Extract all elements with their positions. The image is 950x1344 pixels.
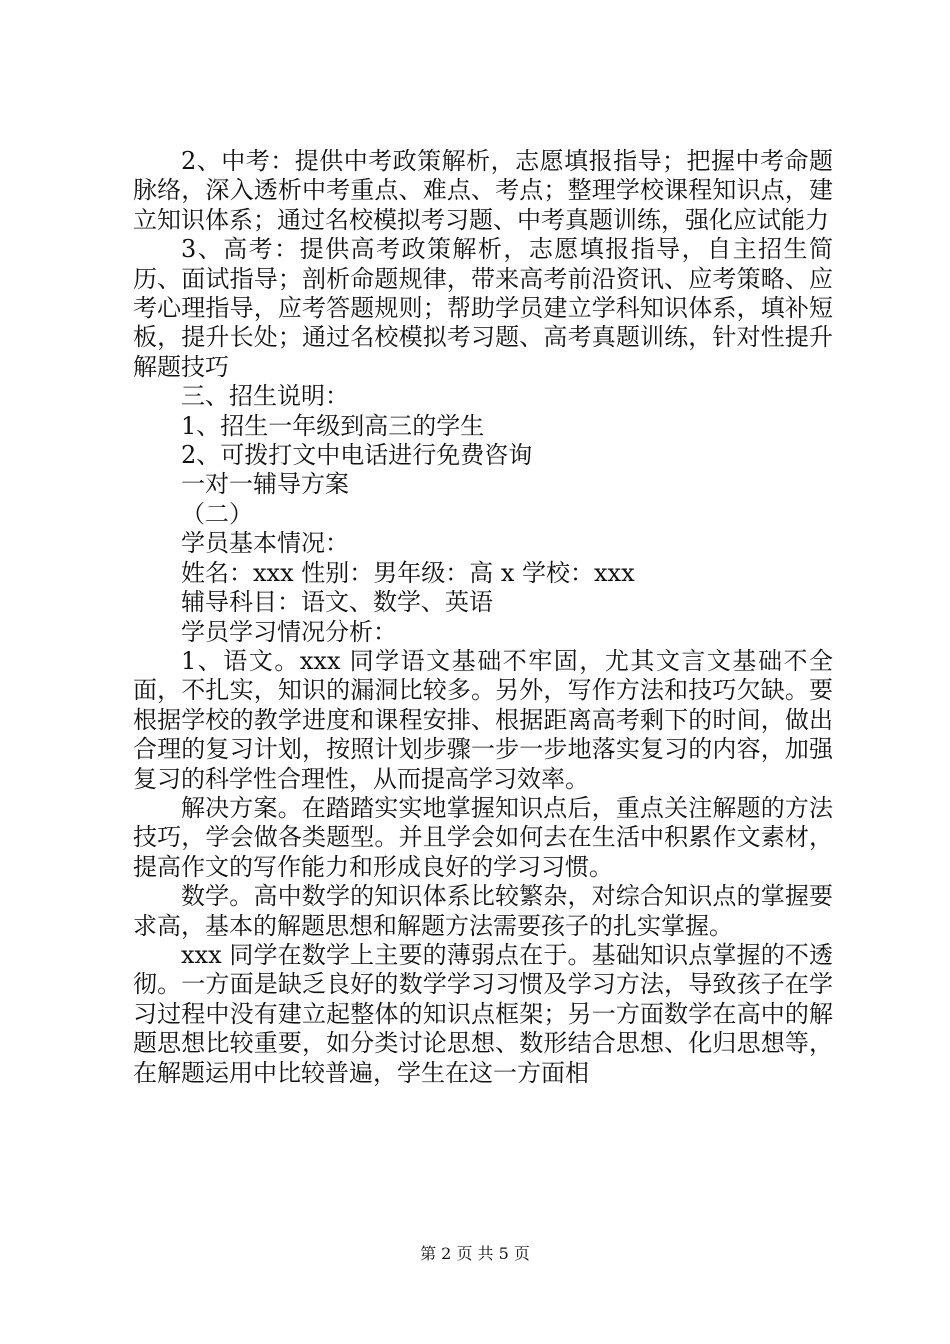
paragraph-gaokao: 3、高考：提供高考政策解析，志愿填报指导，自主招生简历、面试指导；剖析命题规律，带来高考前沿资讯、应考策略、应考心理指导，应考答题规则；帮助学员建立学科知识体系，填补短板，提升长处；通过名校模拟考习题、高考真题训练，针对性提升解题技巧: [133, 235, 833, 381]
paragraph-chinese: 1、语文。xxx 同学语文基础不牢固，尤其文言文基础不全面，不扎实，知识的漏洞比较多。另外，写作方法和技巧欠缺。要根据学校的教学进度和课程安排、根据距离高考剩下的时间，做出合理的复习计划，按照计划步骤一步一步地落实复习的内容，加强复习的科学性合理性，从而提高学习效率。: [133, 646, 833, 793]
paragraph-zhongkao: 2、中考：提供中考政策解析，志愿填报指导；把握中考命题脉络，深入透析中考重点、难点、考点；整理学校课程知识点，建立知识体系；通过名校模拟考习题、中考真题训练，强化应试能力: [133, 147, 833, 234]
student-info-line: 姓名：xxx 性别：男年级：高 x 学校：xxx: [181, 558, 635, 587]
paragraph-enrollment-2: 2、可拨打文中电话进行免费咨询: [181, 441, 533, 470]
analysis-heading: 学员学习情况分析：: [181, 617, 397, 646]
page-footer: 第 2 页 共 5 页: [420, 1244, 530, 1263]
paragraph-math: 数学。高中数学的知识体系比较繁杂，对综合知识点的掌握要求高，基本的解题思想和解题方法需要孩子的扎实掌握。: [133, 882, 833, 940]
paragraph-solution: 解决方案。在踏踏实实地掌握知识点后，重点关注解题的方法技巧，学会做各类题型。并且学会如何去在生活中积累作文素材，提高作文的写作能力和形成良好的学习习惯。: [133, 793, 833, 881]
plan-subtitle: （二）: [181, 499, 253, 528]
document-body: [133, 147, 833, 1088]
paragraph-enrollment-1: 1、招生一年级到高三的学生: [181, 411, 485, 440]
student-info-heading: 学员基本情况：: [181, 529, 349, 558]
plan-title: 一对一辅导方案: [181, 470, 349, 499]
section-heading-enrollment: 三、招生说明：: [181, 382, 349, 411]
subjects-line: 辅导科目：语文、数学、英语: [181, 588, 493, 617]
paragraph-math-weakness: xxx 同学在数学上主要的薄弱点在于。基础知识点掌握的不透彻。一方面是缺乏良好的数学学习习惯及学习方法，导致孩子在学习过程中没有建立起整体的知识点框架；另一方面数学在高中的解题思想比较重要，如分类讨论思想、数形结合思想、化归思想等，在解题运用中比较普遍，学生在这一方面相: [133, 940, 833, 1087]
